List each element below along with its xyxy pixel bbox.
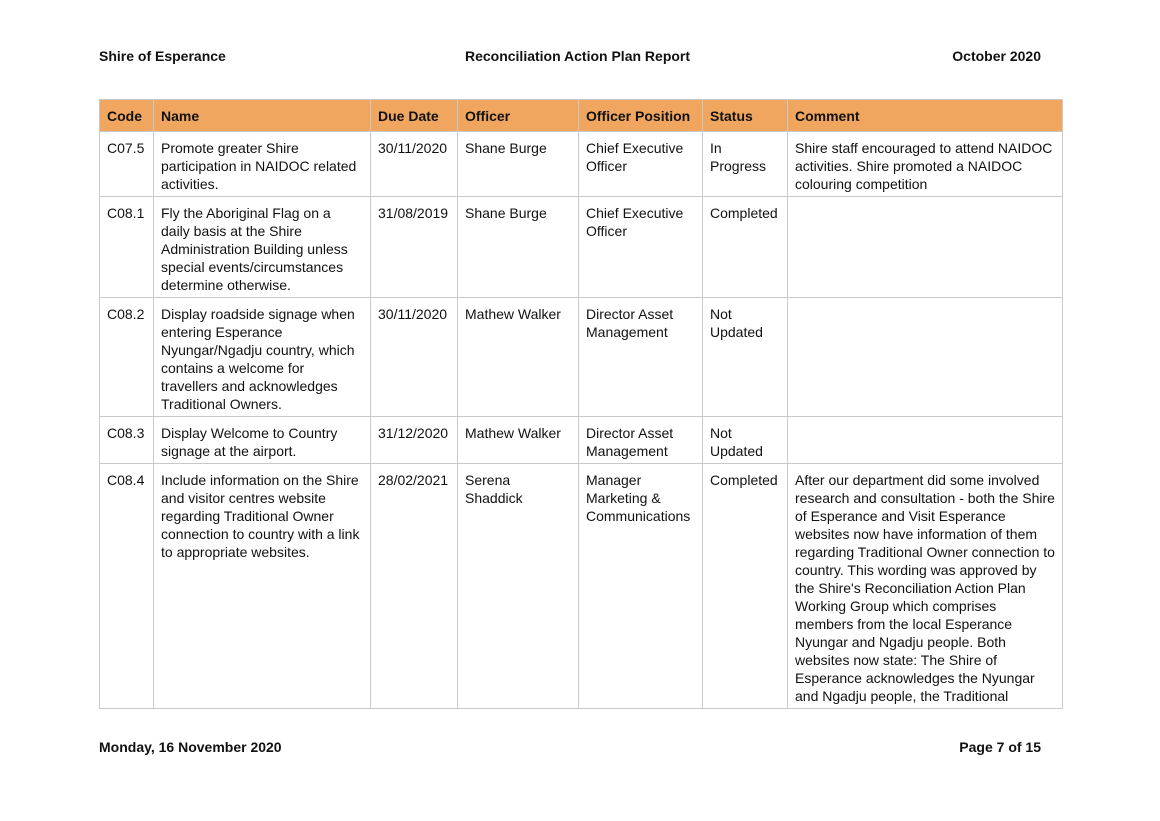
cell-position: Director Asset Management: [579, 298, 703, 417]
table-row: [100, 464, 1063, 709]
column-header-officer: Officer: [458, 100, 579, 132]
table-row: [100, 417, 1063, 464]
cell-comment: [788, 464, 1063, 709]
column-header-due-date: Due Date: [371, 100, 458, 132]
cell-name: Fly the Aboriginal Flag on a daily basis at the Shire Administration Building unless special events/circumstances determine otherwise.: [154, 197, 371, 298]
cell-status: Not Updated: [703, 298, 788, 417]
cell-name: Display Welcome to Country signage at the airport.: [154, 417, 371, 464]
cell-code: C08.4: [100, 464, 154, 709]
comment-text: After our department did some involved research and consultation - both the Shire of Esperance and Visit Esperance websites now have information of them regarding Traditional Owner connection to country. This wording was approved by the Shire's Reconciliation Action Plan Working Group which comprises members from the local Esperance Nyungar and Ngadju people. Both websites now state: The Shire of Esperance acknowledges the Nyungar and Ngadju people, the Traditional: [795, 472, 1055, 704]
column-header-status: Status: [703, 100, 788, 132]
cell-position: Manager Marketing & Communications: [579, 464, 703, 709]
cell-officer: Mathew Walker: [458, 417, 579, 464]
page-of: of: [1008, 739, 1022, 755]
cell-comment: [788, 417, 1063, 464]
rap-table: [99, 99, 1063, 709]
table-row: [100, 298, 1063, 417]
cell-status: In Progress: [703, 132, 788, 197]
cell-position: Director Asset Management: [579, 417, 703, 464]
page-current: 7: [996, 739, 1005, 755]
table-row: [100, 132, 1063, 197]
cell-comment: [788, 298, 1063, 417]
cell-status: Completed: [703, 197, 788, 298]
cell-due-date: 31/12/2020: [371, 417, 458, 464]
cell-code: C08.2: [100, 298, 154, 417]
header-organisation: Shire of Esperance: [99, 48, 226, 64]
cell-officer: Serena Shaddick: [458, 464, 579, 709]
cell-status: Completed: [703, 464, 788, 709]
cell-due-date: 28/02/2021: [371, 464, 458, 709]
cell-comment: [788, 197, 1063, 298]
cell-comment: Shire staff encouraged to attend NAIDOC activities. Shire promoted a NAIDOC colouring competition: [788, 132, 1063, 197]
cell-name: Include information on the Shire and visitor centres website regarding Traditional Owner connection to country with a link to appropriate websites.: [154, 464, 371, 709]
cell-due-date: 30/11/2020: [371, 298, 458, 417]
cell-position: Chief Executive Officer: [579, 197, 703, 298]
cell-name: Promote greater Shire participation in NAIDOC related activities.: [154, 132, 371, 197]
cell-name: Display roadside signage when entering Esperance Nyungar/Ngadju country, which contains a welcome for travellers and acknowledges Traditional Owners.: [154, 298, 371, 417]
header-report-title: Reconciliation Action Plan Report: [464, 48, 691, 64]
column-header-comment: Comment: [788, 100, 1063, 132]
table-row: [100, 197, 1063, 298]
cell-position: Chief Executive Officer: [579, 132, 703, 197]
cell-due-date: 31/08/2019: [371, 197, 458, 298]
table-header-row: [100, 100, 1063, 132]
cell-code: C08.3: [100, 417, 154, 464]
cell-officer: Shane Burge: [458, 197, 579, 298]
cell-code: C08.1: [100, 197, 154, 298]
page-total: 15: [1025, 739, 1041, 755]
cell-status: Not Updated: [703, 417, 788, 464]
column-header-name: Name: [154, 100, 371, 132]
header-period: October 2020: [952, 48, 1041, 64]
column-header-code: Code: [100, 100, 154, 132]
column-header-officer-position: Officer Position: [579, 100, 703, 132]
cell-code: C07.5: [100, 132, 154, 197]
footer-page-number: [959, 739, 1041, 755]
page-label: Page: [959, 739, 993, 755]
cell-officer: Mathew Walker: [458, 298, 579, 417]
cell-officer: Shane Burge: [458, 132, 579, 197]
cell-due-date: 30/11/2020: [371, 132, 458, 197]
footer-date: Monday, 16 November 2020: [99, 739, 282, 755]
